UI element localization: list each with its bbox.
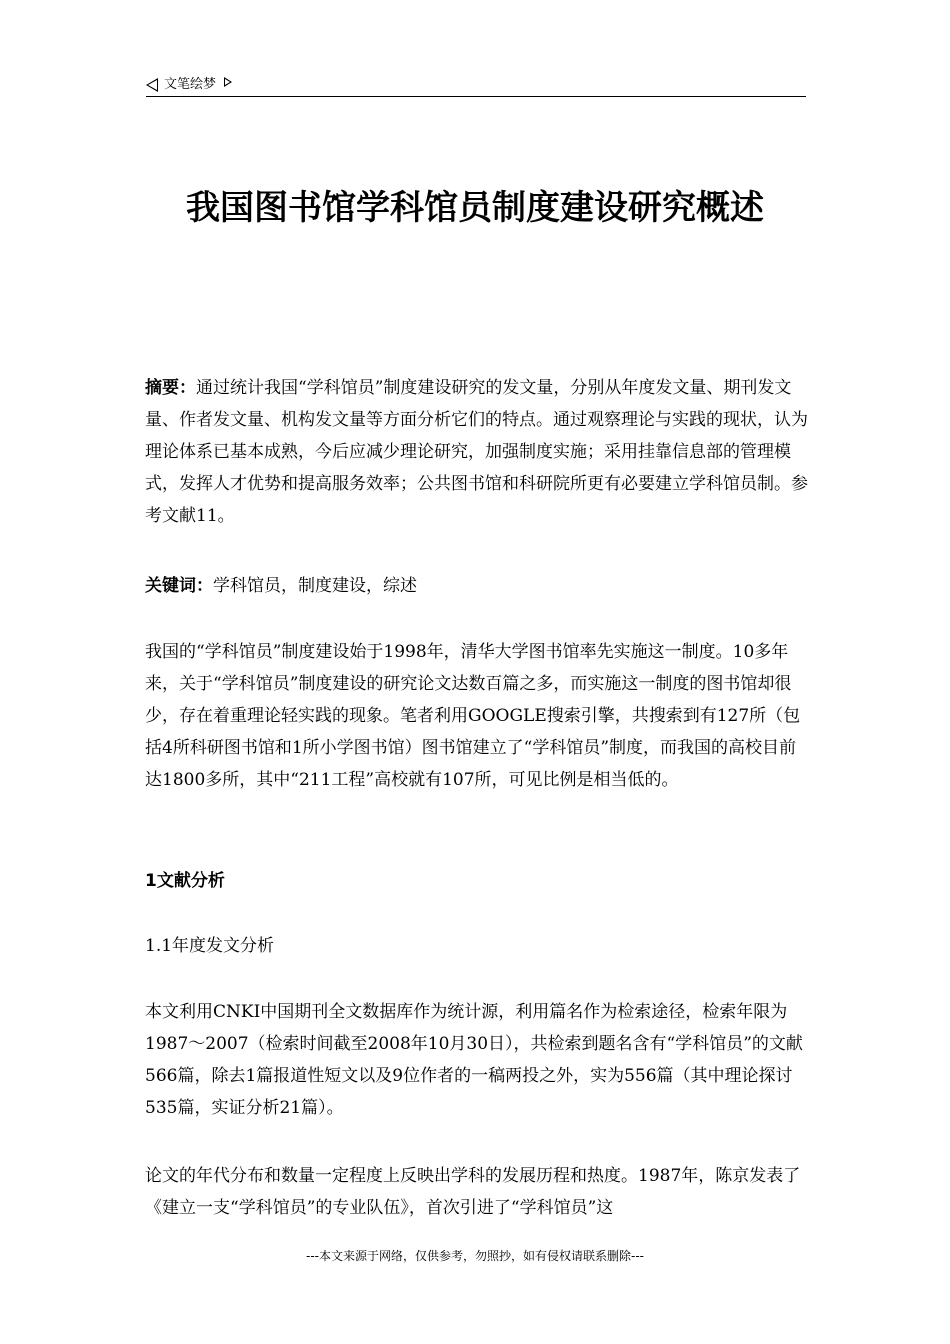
section-heading-1-1: 1.1年度发文分析 <box>145 936 275 956</box>
document-title: 我国图书馆学科馆员制度建设研究概述 <box>186 188 764 228</box>
body-paragraph-3 <box>145 1160 810 1224</box>
para2-text: 本文利用CNKI中国期刊全文数据库作为统计源，利用篇名作为检索途径，检索年限为1987～2007（检索时间截至2008年10月30日），共检索到题名含有“学科馆员”的文献566篇，除去1篇报道性短文以及9位作者的一稿两投之外，实为556篇（其中理论探讨535篇，实证分析21篇）。 <box>145 1002 803 1118</box>
page-footer: ---本文来源于网络，仅供参考，勿照抄，如有侵权请联系删除--- <box>306 1249 644 1263</box>
header-text: 文笔绘梦 <box>164 77 217 92</box>
para3-text: 论文的年代分布和数量一定程度上反映出学科的发展历程和热度。1987年，陈京发表了《建立一支“学科馆员”的专业队伍》，首次引进了“学科馆员”这 <box>145 1166 801 1218</box>
abstract-label: 摘要： <box>145 378 196 398</box>
intro-text: 我国的“学科馆员”制度建设始于1998年，清华大学图书馆率先实施这一制度。10多年来，关于“学科馆员”制度建设的研究论文达数百篇之多，而实施这一制度的图书馆却很少，存在着重理论轻实践的现象。笔者利用GOOGLE搜索引擎，共搜索到有127所（包括4所科研图书馆和1所小学图书馆）图书馆建立了“学科馆员”制度，而我国的高校目前达1800多所，其中“211工程”高校就有107所，可见比例是相当低的。 <box>145 642 801 790</box>
keywords-paragraph <box>145 570 810 602</box>
keywords-text: 学科馆员，制度建设，综述 <box>213 576 417 596</box>
abstract-text: 通过统计我国“学科馆员”制度建设研究的发文量，分别从年度发文量、期刊发文量、作者发文量、机构发文量等方面分析它们的特点。通过观察理论与实践的现状，认为理论体系已基本成熟，今后应减少理论研究，加强制度实施；采用挂靠信息部的管理模式，发挥人才优势和提高服务效率；公共图书馆和科研院所更有必要建立学科馆员制。参考文献11。 <box>145 378 808 526</box>
abstract-paragraph <box>145 372 810 532</box>
triangle-right-icon <box>224 77 232 87</box>
keywords-label: 关键词： <box>145 576 213 596</box>
body-paragraph-2 <box>145 996 810 1124</box>
triangle-left-icon <box>146 78 158 92</box>
page-header <box>146 74 806 97</box>
section-heading-1: 1文献分析 <box>145 871 225 891</box>
intro-paragraph <box>145 636 810 796</box>
